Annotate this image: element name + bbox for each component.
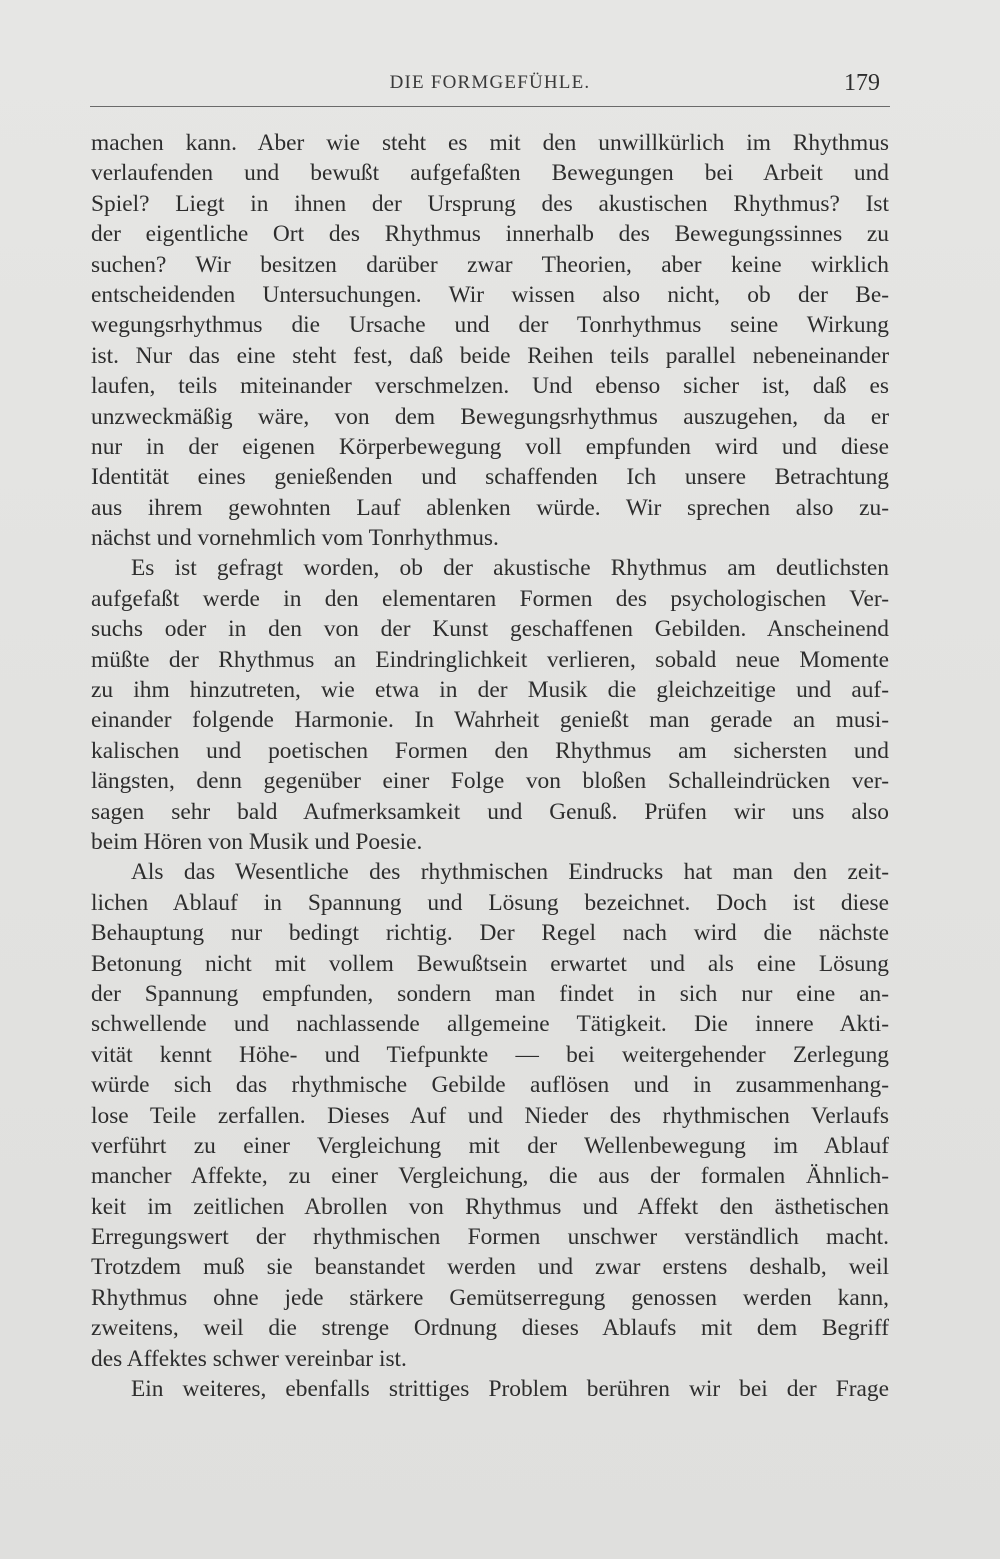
text-line: längsten, denn gegenüber einer Folge von bloßen Schalleindrücken ver-	[91, 768, 889, 795]
page-header	[90, 70, 890, 107]
text-line: beim Hören von Musik und Poesie.	[91, 828, 423, 855]
text-line: des Affektes schwer vereinbar ist.	[91, 1345, 407, 1372]
text-line: der eigentliche Ort des Rhythmus innerhalb des Bewegungssinnes zu	[91, 221, 889, 248]
text-line: Spiel? Liegt in ihnen der Ursprung des akustischen Rhythmus? Ist	[91, 190, 889, 217]
text-line: Trotzdem muß sie beanstandet werden und zwar erstens deshalb, weil	[91, 1254, 889, 1281]
text-line: laufen, teils miteinander verschmelzen. Und ebenso sicher ist, daß es	[91, 373, 889, 400]
text-line: Betonung nicht mit vollem Bewußtsein erwartet und als eine Lösung	[91, 950, 889, 977]
text-line: Behauptung nur bedingt richtig. Der Regel nach wird die nächste	[91, 920, 889, 947]
page-number: 179	[844, 70, 880, 96]
text-line: machen kann. Aber wie steht es mit den unwillkürlich im Rhythmus	[91, 130, 889, 156]
text-line: entscheidenden Untersuchungen. Wir wissen also nicht, ob der Be-	[91, 281, 889, 308]
text-line: unzweckmäßig wäre, von dem Bewegungsrhythmus auszugehen, da er	[91, 403, 889, 430]
text-line: mancher Affekte, zu einer Vergleichung, die aus der formalen Ähnlich-	[91, 1163, 889, 1190]
text-line: ist. Nur das eine steht fest, daß beide Reihen teils parallel nebeneinander	[91, 342, 889, 369]
text-line: wegungsrhythmus die Ursache und der Tonrhythmus seine Wirkung	[91, 312, 889, 339]
text-line: kalischen und poetischen Formen den Rhythmus am sichersten und	[91, 737, 889, 764]
text-line: suchen? Wir besitzen darüber zwar Theorien, aber keine wirklich	[91, 251, 889, 278]
text-line: der Spannung empfunden, sondern man findet in sich nur eine an-	[91, 980, 889, 1007]
text-line: verführt zu einer Vergleichung mit der Wellenbewegung im Ablauf	[91, 1132, 889, 1159]
text-line: einander folgende Harmonie. In Wahrheit genießt man gerade an musi-	[91, 707, 889, 734]
running-head: DIE FORMGEFÜHLE.	[389, 72, 591, 93]
text-line: nächst und vornehmlich vom Tonrhythmus.	[91, 525, 499, 552]
text-line: schwellende und nachlassende allgemeine Tätigkeit. Die innere Akti-	[91, 1011, 889, 1038]
text-line: zweitens, weil die strenge Ordnung dieses Ablaufs mit dem Begriff	[91, 1315, 889, 1342]
text-line: nur in der eigenen Körperbewegung voll empfunden wird und diese	[91, 433, 889, 460]
text-line: würde sich das rhythmische Gebilde auflösen und in zusammenhang-	[91, 1072, 889, 1099]
text-line: Identität eines genießenden und schaffenden Ich unsere Betrachtung	[91, 464, 889, 491]
text-line: Es ist gefragt worden, ob der akustische Rhythmus am deutlichsten	[131, 555, 889, 582]
text-line: keit im zeitlichen Abrollen von Rhythmus und Affekt den ästhetischen	[91, 1193, 889, 1220]
text-line: lichen Ablauf in Spannung und Lösung bezeichnet. Doch ist diese	[91, 889, 889, 916]
text-line: aufgefaßt werde in den elementaren Formen des psychologischen Ver-	[91, 585, 889, 612]
text-line: lose Teile zerfallen. Dieses Auf und Nieder des rhythmischen Verlaufs	[91, 1102, 889, 1129]
text-line: vität kennt Höhe- und Tiefpunkte — bei weitergehender Zerlegung	[91, 1041, 889, 1068]
text-line: müßte der Rhythmus an Eindringlichkeit verlieren, sobald neue Momente	[91, 646, 889, 673]
text-line: verlaufenden und bewußt aufgefaßten Bewegungen bei Arbeit und	[91, 160, 889, 187]
text-line: aus ihrem gewohnten Lauf ablenken würde. Wir sprechen also zu-	[91, 494, 889, 521]
text-line: Als das Wesentliche des rhythmischen Eindrucks hat man den zeit-	[131, 859, 889, 886]
text-line: zu ihm hinzutreten, wie etwa in der Musik die gleichzeitige und auf-	[91, 677, 889, 704]
text-line: sagen sehr bald Aufmerksamkeit und Genuß. Prüfen wir uns also	[91, 798, 889, 825]
text-line: suchs oder in den von der Kunst geschaffenen Gebilden. Anscheinend	[91, 616, 889, 643]
body-text	[91, 128, 889, 1404]
text-line: Erregungswert der rhythmischen Formen unschwer verständlich macht.	[91, 1224, 889, 1251]
text-line: Ein weiteres, ebenfalls strittiges Problem berühren wir bei der Frage	[131, 1376, 889, 1403]
text-line: Rhythmus ohne jede stärkere Gemütserregung genossen werden kann,	[91, 1284, 889, 1311]
